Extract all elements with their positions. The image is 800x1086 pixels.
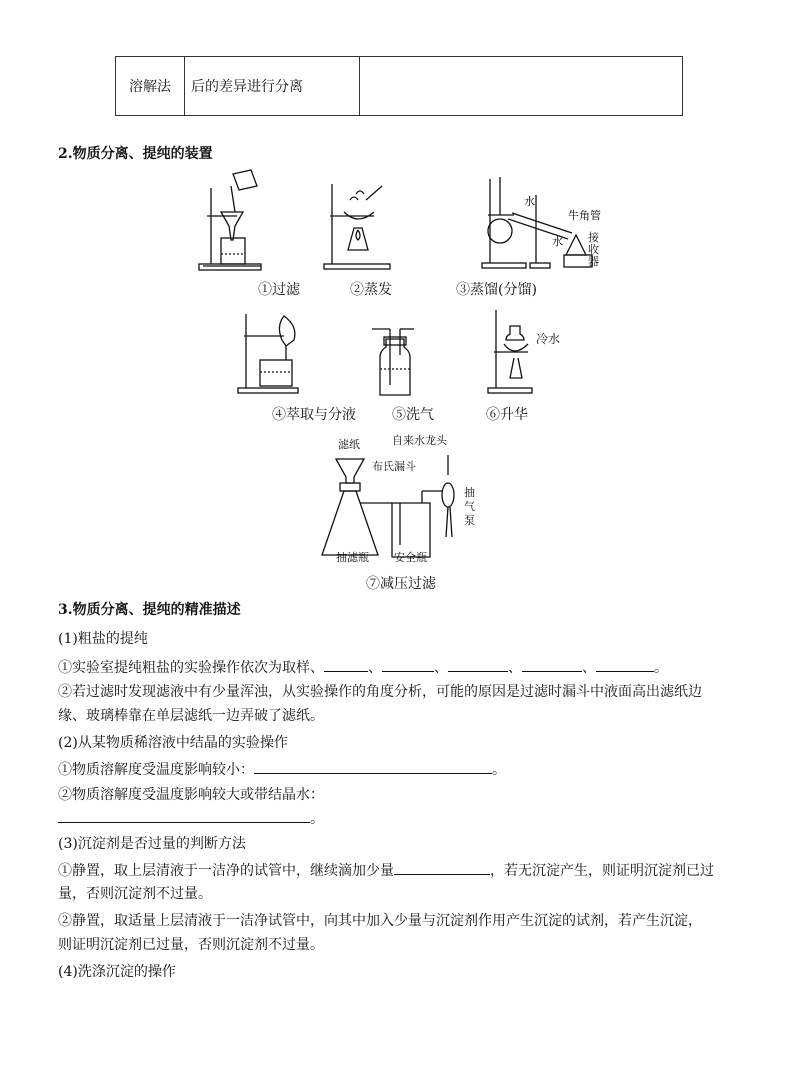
- evaporation-diagram: [322, 180, 392, 270]
- vacuum-filtration-caption: ⑦减压过滤: [366, 576, 436, 592]
- evaporation-caption: ②蒸发: [350, 282, 392, 298]
- vacuum-faucet-label: 自来水龙头: [392, 434, 447, 447]
- part-2-item-2: ②物质溶解度受温度影响较大或带结晶水：: [58, 787, 324, 803]
- answer-blank[interactable]: [448, 657, 508, 672]
- table-cell-method: 溶解法: [116, 57, 185, 116]
- answer-blank[interactable]: [382, 657, 434, 672]
- method-table: [115, 56, 683, 116]
- extraction-caption: ④萃取与分液: [272, 407, 356, 423]
- part-1-item-2-line-2: 缘、玻璃棒靠在单层滤纸一边弄破了滤纸。: [58, 708, 324, 724]
- distillation-caption: ③蒸馏(分馏): [456, 282, 537, 298]
- part-1-item-2-line-1: ②若过滤时发现滤液中有少量浑浊，从实验操作的角度分析，可能的原因是过滤时漏斗中液面高出滤纸边: [58, 684, 702, 700]
- sublimation-diagram: [488, 308, 548, 394]
- part-3-item-2-line-1: ②静置，取适量上层清液于一洁净试管中，向其中加入少量与沉淀剂作用产生沉淀的试剂，若产生沉淀，: [58, 913, 702, 929]
- period: 。: [654, 660, 668, 676]
- answer-blank[interactable]: [58, 808, 310, 823]
- part-2-item-1: [58, 759, 506, 780]
- part-2-item-2-blank-line: [58, 808, 324, 829]
- vacuum-safety-bottle-label: 安全瓶: [394, 551, 427, 564]
- part-4-title: (4)洗涤沉淀的操作: [58, 964, 176, 980]
- separator: 、: [434, 660, 448, 676]
- distill-water-out-label: 水: [552, 235, 563, 248]
- vacuum-flask-label: 抽滤瓶: [336, 551, 369, 564]
- filtration-diagram: [195, 168, 265, 272]
- separator: 、: [508, 660, 522, 676]
- table-cell-apparatus: [360, 57, 683, 116]
- sublimation-caption: ⑥升华: [486, 407, 528, 423]
- part-2-title: (2)从某物质稀溶液中结晶的实验操作: [58, 735, 288, 751]
- answer-blank[interactable]: [254, 759, 492, 774]
- gas-washing-diagram: [370, 325, 420, 397]
- period: 。: [310, 811, 324, 827]
- part-3-item-2-line-2: 则证明沉淀剂已过量，否则沉淀剂不过量。: [58, 937, 324, 953]
- separator: 、: [582, 660, 596, 676]
- vacuum-buchner-label: 布氏漏斗: [372, 460, 416, 473]
- extraction-diagram: [238, 312, 308, 394]
- part-1-title: (1)粗盐的提纯: [58, 631, 148, 647]
- section-3-heading: 3.物质分离、提纯的精准描述: [58, 602, 241, 618]
- part-1-item-1-text: ①实验室提纯粗盐的实验操作依次为取样、: [58, 660, 324, 676]
- part-1-item-1: [58, 657, 668, 678]
- answer-blank[interactable]: [596, 657, 654, 672]
- table-cell-principle: 后的差异进行分离: [185, 57, 360, 116]
- part-3-item-1: [58, 860, 714, 881]
- distill-adapter-label: 牛角管: [568, 209, 601, 222]
- filtration-caption: ①过滤: [258, 282, 300, 298]
- answer-blank[interactable]: [394, 860, 490, 875]
- part-3-item-1-line-2: 量，否则沉淀剂不过量。: [58, 886, 212, 902]
- vacuum-filter-paper-label: 滤纸: [338, 438, 360, 451]
- distill-water-in-label: 水: [524, 195, 535, 208]
- distill-receiver-label: 接收器: [588, 231, 599, 268]
- vacuum-pump-label: 抽气泵: [464, 486, 475, 527]
- period: 。: [492, 762, 506, 778]
- separator: 、: [368, 660, 382, 676]
- section-2-heading: 2.物质分离、提纯的装置: [58, 146, 213, 162]
- part-2-item-1-text: ①物质溶解度受温度影响较小：: [58, 762, 254, 778]
- part-3-item-1-text-b: ，若无沉淀产生，则证明沉淀剂已过: [490, 863, 714, 879]
- part-3-title: (3)沉淀剂是否过量的判断方法: [58, 836, 246, 852]
- sublimation-cold-water-label: 冷水: [536, 332, 561, 346]
- answer-blank[interactable]: [522, 657, 582, 672]
- answer-blank[interactable]: [324, 657, 368, 672]
- gas-washing-caption: ⑤洗气: [392, 407, 434, 423]
- part-3-item-1-text-a: ①静置，取上层清液于一洁净的试管中，继续滴加少量: [58, 863, 394, 879]
